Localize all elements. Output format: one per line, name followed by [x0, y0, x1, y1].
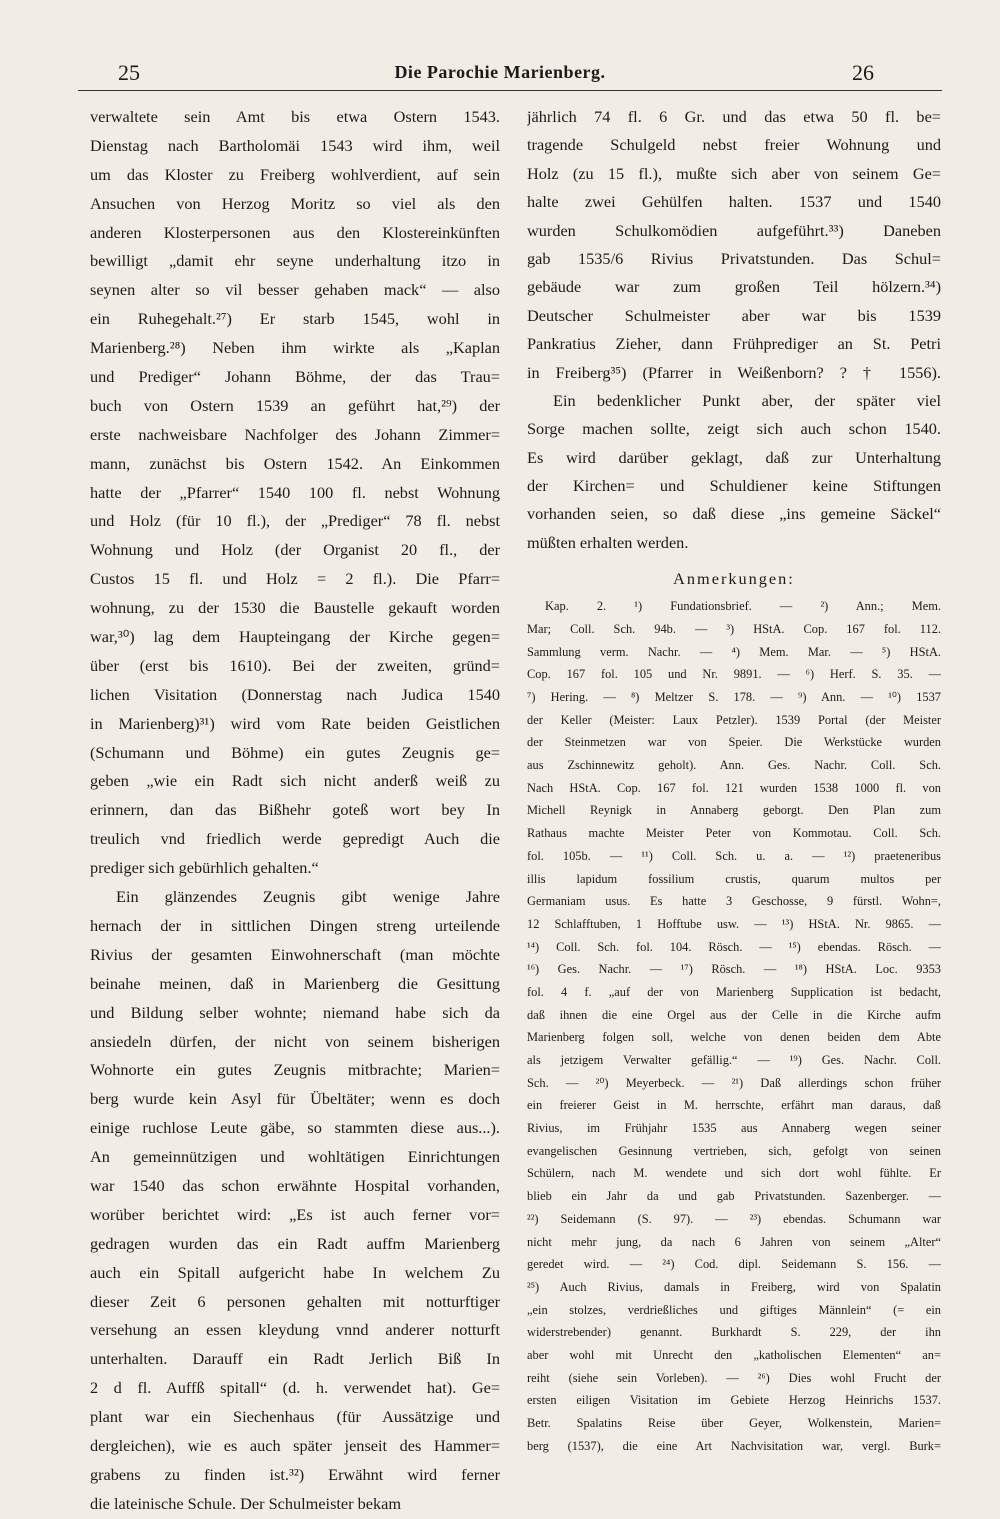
text-line: Es wird darüber geklagt, daß zur Unterhaltung — [527, 447, 941, 467]
text-line: beinahe meinen, daß in Marienberg die Gesittung — [90, 973, 500, 993]
text-line: 2 d fl. Auffß spitall“ (d. h. verwendet hat). Ge= — [90, 1378, 500, 1398]
footnote-line: ersten eiligen Visitation im Gebiete Herzog Heinrichs 1537. — [527, 1393, 941, 1408]
text-line: über (erst bis 1610). Bei der zweiten, gründ= — [90, 655, 500, 675]
footnote-line: Germaniam usus. Es hatte 3 Geschosse, 9 fürstl. Wohn=, — [527, 894, 941, 909]
text-line: und Bildung selber wohnte; niemand habe sich da — [90, 1002, 500, 1022]
right-page-number: 26 — [852, 60, 874, 85]
footnote-line: Betr. Spalatins Reise über Geyer, Wolkenstein, Marien= — [527, 1416, 941, 1430]
footnote-line: Cop. 167 fol. 105 und Nr. 9891. — ⁶) Herf. S. 35. — — [527, 667, 941, 682]
left-column — [90, 103, 500, 1519]
text-line: Wohnorte ein gutes Zeugnis mitbrachte; Marien= — [90, 1060, 500, 1080]
footnote-line: blieb ein Jahr da und gab Privatstunden. Sazenberger. — — [527, 1189, 941, 1204]
text-line: vorhanden seien, so daß diese „ins gemeine Säckel“ — [527, 504, 941, 524]
text-line: Rivius der gesamten Einwohnerschaft (man möchte — [90, 944, 500, 964]
text-line: worüber berichtet wird: „Es ist auch ferner vor= — [90, 1204, 500, 1224]
text-line: um das Kloster zu Freiberg wohlverdient, auf sein — [90, 164, 500, 184]
text-line: bewilligt „damit ehr seyne underhaltung itzo in — [90, 251, 500, 271]
text-line: gedragen wurden das ein Radt auffm Marienberg — [90, 1233, 500, 1253]
footnote-line: daß ihnen die eine Orgel aus der Celle in die Kirche aufm — [527, 1007, 941, 1022]
text-line: Wohnung und Holz (der Organist 20 fl., der — [90, 540, 500, 560]
text-line: gebäude war zum großen Teil hölzern.³⁴) — [527, 277, 941, 297]
text-line: auch ein Spitall aufgericht habe In welchem Zu — [90, 1262, 500, 1282]
footnote-line: illis lapidum fossilium crustis, quarum multos per — [527, 871, 941, 886]
text-line: anderen Klosterpersonen aus den Klostereinkünften — [90, 222, 500, 242]
text-line: mann, zunächst bis Ostern 1542. An Einkommen — [90, 453, 500, 473]
footnotes-heading: Anmerkungen: — [673, 569, 795, 589]
text-line: Marienberg.²⁸) Neben ihm wirkte als „Kaplan — [90, 338, 500, 358]
footnote-line: der Steinmetzen war von Speier. Die Werkstücke wurden — [527, 735, 941, 750]
footnote-line: Sch. — ²⁰) Meyerbeck. — ²¹) Daß allerdings schon früher — [527, 1075, 941, 1090]
footnote-line: „ein stolzes, verdrießliches und giftiges Männlein“ (= ein — [527, 1302, 941, 1317]
footnote-line: fol. 4 f. „auf der von Marienberg Supplication ist bedacht, — [527, 984, 941, 999]
footnote-line: der Keller (Meister: Laux Petzler). 1539 Portal (der Meister — [527, 712, 941, 727]
text-line: war 1540 das schon erwähnte Hospital vorhanden, — [90, 1175, 500, 1195]
text-line: ein Ruhegehalt.²⁷) Er starb 1545, wohl in — [90, 309, 500, 329]
footnote-line: geredet wird. — ²⁴) Cod. dipl. Seidemann S. 156. — — [527, 1257, 941, 1272]
text-line: jährlich 74 fl. 6 Gr. und das etwa 50 fl. be= — [527, 107, 941, 126]
text-line: unterhalten. Darauff ein Radt Jerlich Biß In — [90, 1349, 500, 1369]
footnote-line: ²²) Seidemann (S. 97). — ²³) ebendas. Schumann war — [527, 1211, 941, 1226]
text-line: erste nachweisbare Nachfolger des Johann Zimmer= — [90, 424, 500, 444]
text-line: verwaltete sein Amt bis etwa Ostern 1543. — [90, 107, 500, 126]
text-line: Custos 15 fl. und Holz = 2 fl.). Die Pfarr= — [90, 569, 500, 589]
text-line: ansiedeln dürfen, der nicht von seinem bisherigen — [90, 1031, 500, 1051]
text-line: geben „wie ein Radt sich nicht anderß weiß zu — [90, 771, 500, 791]
text-line: treulich vnd friedlich werde gepredigt Auch die — [90, 829, 500, 849]
text-line: versehung an essen kleydung vnnd anderer notturft — [90, 1320, 500, 1340]
text-line: die lateinische Schule. Der Schulmeister bekam — [90, 1493, 402, 1513]
text-line: plant war ein Siechenhaus (für Aussätzige und — [90, 1407, 500, 1427]
text-line: dieser Zeit 6 personen gehalten mit notturftiger — [90, 1291, 500, 1311]
left-page-number: 25 — [118, 60, 140, 85]
footnote-line: Kap. 2. ¹) Fundationsbrief. — ²) Ann.; Mem. — [545, 599, 941, 614]
footnote-line: aber wohl mit Unrecht den „katholischen Elementen“ an= — [527, 1347, 941, 1362]
text-line: gab 1535/6 Rivius Privatstunden. Das Schul= — [527, 248, 941, 268]
text-line: Dienstag nach Bartholomäi 1543 wird ihm, weil — [90, 135, 500, 155]
running-title: Die Parochie Marienberg. — [394, 62, 606, 82]
text-line: Ansuchen von Herzog Moritz so viel als den — [90, 193, 500, 213]
text-line: Sorge machen sollte, zeigt sich auch schon 1540. — [527, 419, 941, 439]
right-column — [527, 103, 941, 1457]
text-line: einige ruchlose Leute gäbe, so stammten diese aus...). — [90, 1118, 500, 1138]
footnote-line: als jetzigem Verwalter gefällig.“ — ¹⁹) Ges. Nachr. Coll. — [527, 1053, 941, 1067]
footnote-line: aus Zschinnewitz geholt). Ann. Ges. Nachr. Coll. Sch. — [527, 758, 941, 773]
text-line: buch von Ostern 1539 an geführt hat,²⁹) der — [90, 395, 500, 415]
footnote-line: Michell Reynigk in Annaberg geborgt. Den Plan zum — [527, 803, 941, 818]
page-header — [70, 60, 930, 100]
footnote-line: ¹⁶) Ges. Nachr. — ¹⁷) Rösch. — ¹⁸) HStA. Loc. 9353 — [527, 962, 941, 977]
footnote-line: 12 Schlafftuben, 1 Hofftube usw. — ¹³) HStA. Nr. 9865. — — [527, 916, 941, 931]
text-line: Holz (zu 15 fl.), mußte sich aber von seinem Ge= — [527, 163, 941, 183]
footnote-line: evangelischen Gesinnung vertrieben, sich, gefolgt von seinen — [527, 1143, 941, 1158]
footnote-line: Sammlung verm. Nachr. — ⁴) Mem. Mar. — ⁵) HStA. — [527, 644, 941, 659]
text-line: hatte der „Pfarrer“ 1540 100 fl. nebst Wohnung — [90, 482, 500, 502]
text-line: tragende Schulgeld nebst freier Wohnung und — [527, 135, 941, 155]
footnote-line: nicht mehr jung, da nach 6 Jahren von seinem „Alter“ — [527, 1234, 941, 1249]
footnotes — [527, 595, 941, 1457]
footnote-line: fol. 105b. — ¹¹) Coll. Sch. u. a. — ¹²) praeteneribus — [527, 848, 941, 863]
footnote-line: widerstrebender) genannt. Burkhardt S. 229, der ihn — [527, 1325, 941, 1340]
text-line: seynen alter so vil besser gehaben mack“ — also — [90, 280, 500, 300]
text-line: in Marienberg)³¹) wird vom Rate beiden Geistlichen — [90, 713, 500, 733]
text-line: halte zwei Gehülfen halten. 1537 und 1540 — [527, 192, 941, 212]
text-line: An gemeinnützigen und wohltätigen Einrichtungen — [90, 1147, 500, 1167]
footnote-line: reiht (siehe sein Vorleben). — ²⁶) Dies wohl Frucht der — [527, 1370, 941, 1385]
footnote-line: Rivius, im Frühjahr 1535 aus Annaberg wegen seiner — [527, 1121, 941, 1136]
text-line: wurden Schulkomödien aufgeführt.³³) Daneben — [527, 220, 941, 240]
header-rule — [78, 90, 942, 91]
text-line: und Holz (für 10 fl.), der „Prediger“ 78 fl. nebst — [90, 511, 500, 531]
footnote-line: Mar; Coll. Sch. 94b. — ³) HStA. Cop. 167 fol. 112. — [527, 621, 941, 636]
footnote-line: Rathaus machte Meister Peter von Kommotau. Coll. Sch. — [527, 826, 941, 841]
footnote-line: ein freierer Geist in M. herrschte, erfährt man daraus, daß — [527, 1098, 941, 1113]
right-column-body — [527, 103, 941, 557]
text-line: Pankratius Zieher, dann Frühprediger an St. Petri — [527, 334, 941, 354]
text-line: prediger sich gebürhlich gehalten.“ — [90, 858, 319, 878]
footnote-line: ⁷) Hering. — ⁸) Meltzer S. 178. — ⁹) Ann. — ¹⁰) 1537 — [527, 690, 941, 704]
text-line: (Schumann und Böhme) ein gutes Zeugnis ge= — [90, 742, 500, 762]
text-line: in Freiberg³⁵) (Pfarrer in Weißenborn? ? † 1556). — [527, 362, 941, 382]
footnote-line: berg (1537), die eine Art Nachvisitation war, vergl. Burk= — [527, 1438, 941, 1453]
text-line: Ein glänzendes Zeugnis gibt wenige Jahre — [116, 887, 500, 907]
text-line: hernach der in sittlichen Dingen streng urteilende — [90, 915, 500, 935]
text-line: grabens zu finden ist.³²) Erwähnt wird ferner — [90, 1464, 500, 1484]
footnote-line: Schülern, nach M. wendete und sich dort wohl fühlte. Er — [527, 1166, 941, 1181]
text-line: der Kirchen= und Schuldiener keine Stiftungen — [527, 476, 941, 496]
text-line: lichen Visitation (Donnerstag nach Judica 1540 — [90, 684, 500, 704]
text-line: erinnern, dan das Bißhehr goteß wort bey In — [90, 800, 500, 820]
text-line: dergleichen), wie es auch später jenseit des Hammer= — [90, 1435, 500, 1455]
footnote-line: Marienberg folgen soll, welche von denen beiden dem Abte — [527, 1030, 941, 1045]
text-line: berg wurde kein Asyl für Übeltäter; wenn es doch — [90, 1089, 500, 1109]
footnote-line: Nach HStA. Cop. 167 fol. 121 wurden 1538 1000 fl. von — [527, 780, 941, 795]
text-line: Deutscher Schulmeister aber war bis 1539 — [527, 305, 941, 325]
text-line: und Prediger“ Johann Böhme, der das Trau= — [90, 367, 500, 387]
text-line: wohnung, zu der 1530 die Baustelle gekauft worden — [90, 598, 500, 618]
footnote-line: ¹⁴) Coll. Sch. fol. 104. Rösch. — ¹⁵) ebendas. Rösch. — — [527, 939, 941, 954]
text-line: Ein bedenklicher Punkt aber, der später viel — [553, 390, 941, 410]
text-line: müßten erhalten werden. — [527, 532, 689, 552]
footnote-line: ²⁵) Auch Rivius, damals in Freiberg, wird von Spalatin — [527, 1279, 941, 1294]
text-line: war,³⁰) lag dem Haupteingang der Kirche gegen= — [90, 627, 500, 647]
